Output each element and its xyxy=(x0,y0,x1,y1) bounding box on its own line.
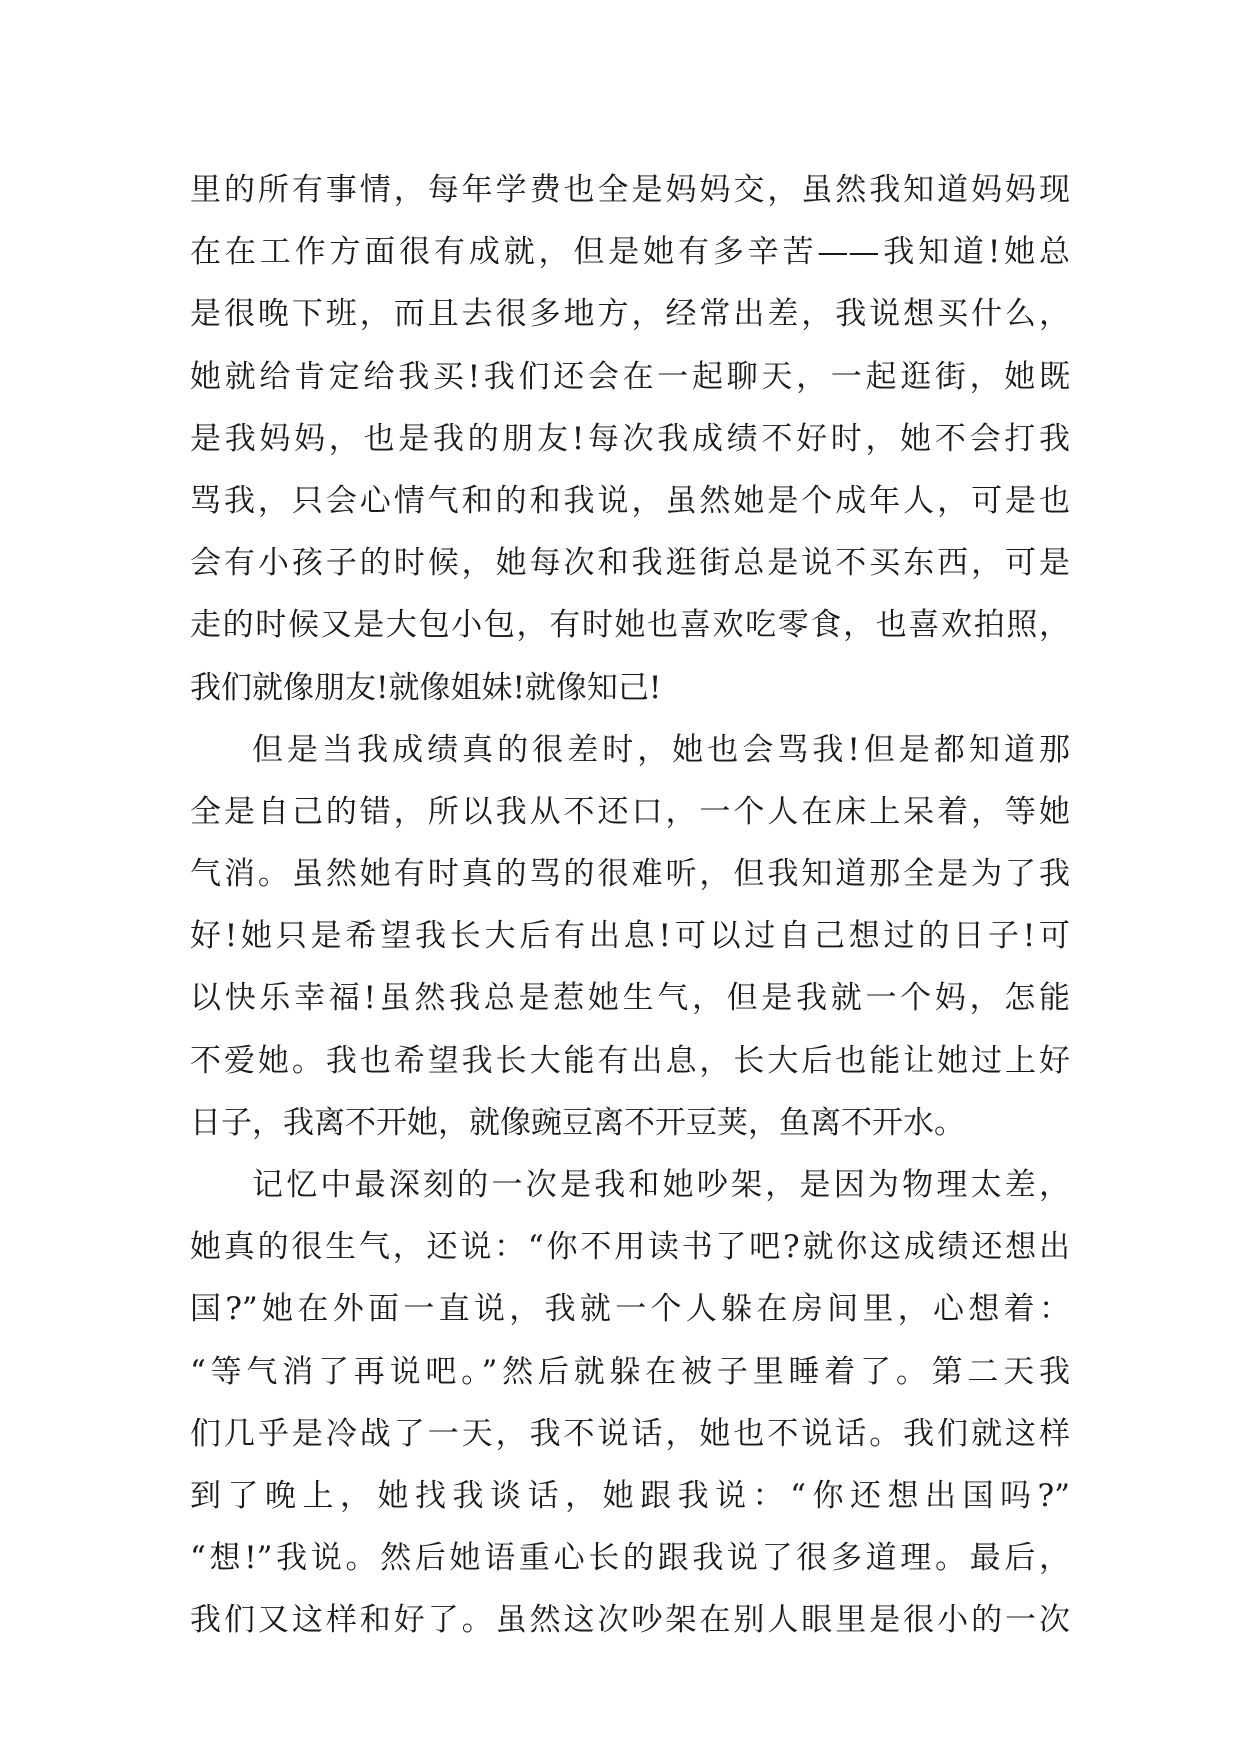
text-line: 走的时候又是大包小包，有时她也喜欢吃零食，也喜欢拍照， xyxy=(190,607,1070,644)
text-line: 里的所有事情，每年学费也全是妈妈交，虽然我知道妈妈现 xyxy=(190,172,1070,208)
text-line: 们几乎是冷战了一天，我不说话，她也不说话。我们就这样 xyxy=(190,1415,1070,1452)
text-line: “想!”我说。然后她语重心长的跟我说了很多道理。最后， xyxy=(190,1540,1070,1577)
text-line: 是我妈妈，也是我的朋友!每次我成绩不好时，她不会打我 xyxy=(190,420,1070,457)
text-line: “等气消了再说吧。”然后就躲在被子里睡着了。第二天我 xyxy=(190,1353,1070,1390)
text-line: 我们就像朋友!就像姐妹!就像知己! xyxy=(190,669,662,706)
text-line: 好!她只是希望我长大后有出息!可以过自己想过的日子!可 xyxy=(190,918,1070,955)
text-line: 全是自己的错，所以我从不还口，一个人在床上呆着，等她 xyxy=(190,793,1070,830)
text-line: 气消。虽然她有时真的骂的很难听，但我知道那全是为了我 xyxy=(190,856,1070,893)
text-line: 不爱她。我也希望我长大能有出息，长大后也能让她过上好 xyxy=(190,1042,1070,1079)
text-line: 国?”她在外面一直说，我就一个人躲在房间里，心想着： xyxy=(190,1291,1070,1328)
text-line: 会有小孩子的时候，她每次和我逛街总是说不买东西，可是 xyxy=(190,545,1070,582)
text-line: 但是当我成绩真的很差时，她也会骂我!但是都知道那 xyxy=(252,731,1070,768)
text-line: 她真的很生气，还说：“你不用读书了吧?就你这成绩还想出 xyxy=(190,1229,1070,1266)
text-line: 记忆中最深刻的一次是我和她吵架，是因为物理太差， xyxy=(252,1167,1070,1203)
text-line: 日子，我离不开她，就像豌豆离不开豆荚，鱼离不开水。 xyxy=(190,1104,965,1141)
text-line: 在在工作方面很有成就，但是她有多辛苦——我知道!她总 xyxy=(190,234,1070,271)
text-line: 以快乐幸福!虽然我总是惹她生气，但是我就一个妈，怎能 xyxy=(190,980,1070,1017)
text-line: 骂我，只会心情气和的和我说，虽然她是个成年人，可是也 xyxy=(190,482,1070,519)
body-text xyxy=(190,159,1070,1652)
text-line: 她就给肯定给我买!我们还会在一起聊天，一起逛街，她既 xyxy=(190,358,1070,395)
text-line: 是很晚下班，而且去很多地方，经常出差，我说想买什么， xyxy=(190,296,1070,333)
text-line: 到了晚上，她找我谈话，她跟我说：“你还想出国吗?” xyxy=(190,1477,1070,1514)
text-line: 我们又这样和好了。虽然这次吵架在别人眼里是很小的一次 xyxy=(190,1602,1070,1639)
